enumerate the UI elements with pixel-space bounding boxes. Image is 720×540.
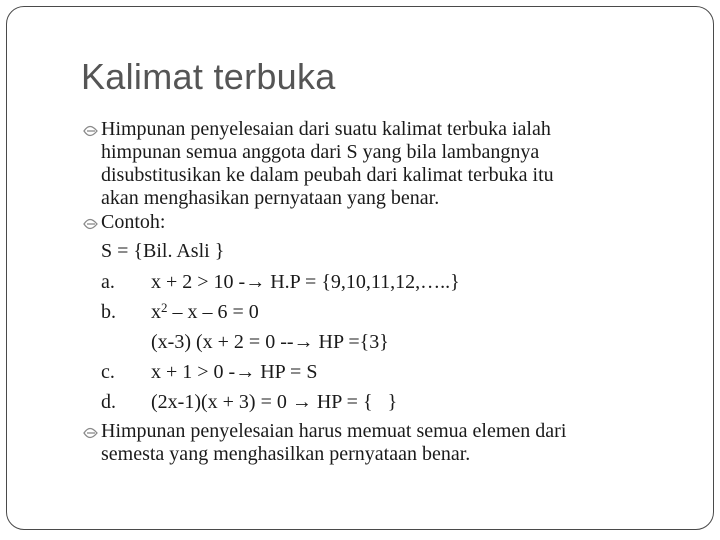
slide-title: Kalimat terbuka — [81, 56, 336, 97]
item-marker-a: a. — [101, 271, 115, 293]
item-text-d: (2x-1)(x + 3) = 0 → HP = { } — [151, 391, 398, 413]
bullet3-line-1: Himpunan penyelesaian harus memuat semua elemen dari — [101, 420, 567, 442]
bullet1-line-3: disubstitusikan ke dalam peubah dari kalimat terbuka itu — [101, 164, 554, 186]
item-marker-d: d. — [101, 391, 116, 413]
bullet-arrow-icon — [83, 125, 99, 137]
item-marker-c: c. — [101, 361, 115, 383]
example-label: Contoh: — [101, 211, 166, 233]
bullet1-line-1: Himpunan penyelesaian dari suatu kalimat terbuka ialah — [101, 118, 551, 140]
bullet-arrow-icon — [83, 427, 99, 439]
set-definition: S = {Bil. Asli } — [101, 240, 225, 262]
item-text-c: x + 1 > 0 -→ HP = S — [151, 361, 318, 383]
item-text-b: $x^2 - x - 6 = 0$ — [151, 300, 259, 323]
item-text-b-continued: (x-3) (x + 2 = 0 --→ HP ={3} — [151, 331, 389, 353]
bullet1-line-2: himpunan semua anggota dari S yang bila lambangnya — [101, 141, 540, 163]
bullet-arrow-icon — [83, 218, 99, 230]
bullet3-line-2: semesta yang menghasilkan pernyataan benar. — [101, 443, 471, 465]
bullet1-line-4: akan menghasikan pernyataan yang benar. — [101, 187, 440, 209]
item-marker-b: b. — [101, 301, 116, 323]
item-text-a: x + 2 > 10 -→ H.P = {9,10,11,12,…..} — [151, 271, 460, 293]
